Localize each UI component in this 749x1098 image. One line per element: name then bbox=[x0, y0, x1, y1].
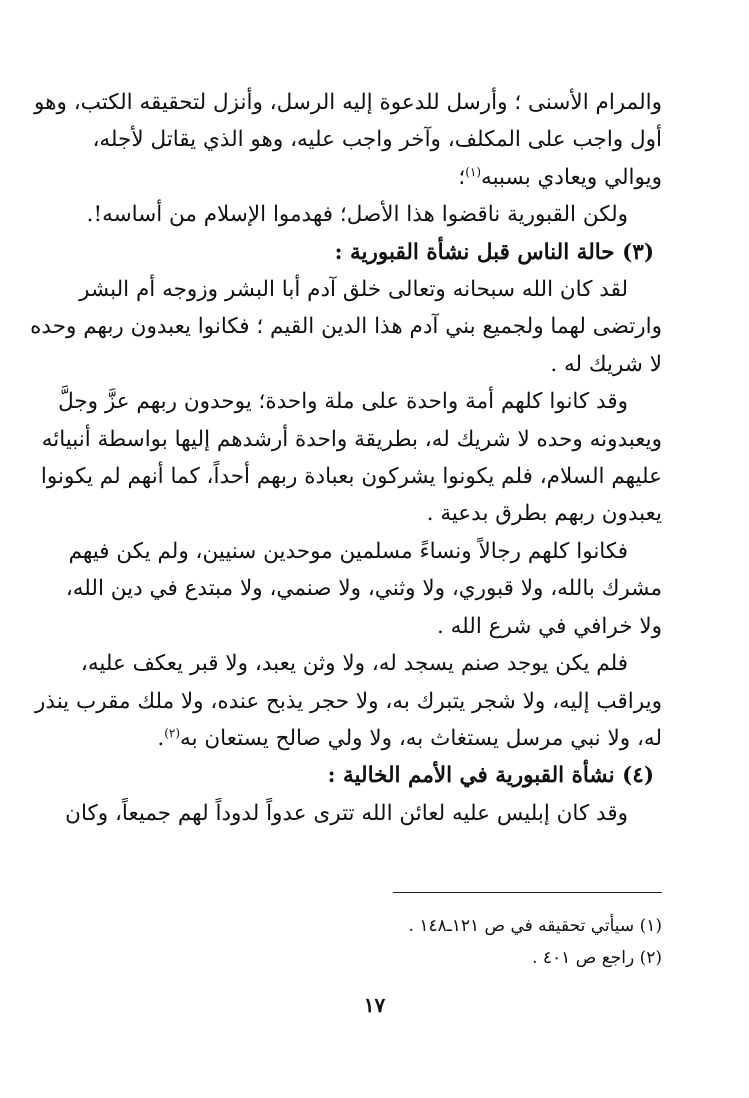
text-line: وقد كان إبليس عليه لعائن الله تترى عدواً لدوداً لهم جميعاً، وكان bbox=[65, 800, 628, 826]
text-line: لقد كان الله سبحانه وتعالى خلق آدم أبا البشر وزوجه أم البشر bbox=[79, 277, 628, 303]
footnote-1: (١) سيأتي تحقيقه في ص ١٢١ـ١٤٨ . bbox=[408, 916, 662, 936]
text-line-content: ويوالي ويعادي بسببه bbox=[481, 164, 662, 190]
text-line bbox=[96, 159, 662, 196]
text-line: وقد كانوا كلهم أمة واحدة على ملة واحدة؛ يوحدون ربهم عزَّ وجلَّ bbox=[58, 389, 628, 415]
footnote-ref-2: (٢) bbox=[164, 725, 181, 740]
footnote-ref-1-tail: ؛ bbox=[458, 164, 466, 190]
text-line: مشرك بالله، ولا قبوري، ولا وثني، ولا صنمي، ولا مبتدع في دين الله، bbox=[65, 576, 662, 602]
footnote-ref-2-tail: . bbox=[157, 725, 165, 751]
text-line: ولا خرافي في شرع الله . bbox=[436, 613, 662, 639]
text-line: ويعبدونه وحده لا شريك له، بطريقة واحدة أرشدهم إليها بواسطة أنبيائه bbox=[41, 426, 662, 452]
text-line: عليهم السلام، فلم يكونوا يشركون بعبادة ربهم أحداً، كما أنهم لم يكونوا bbox=[40, 464, 662, 490]
page-number: ١٧ bbox=[363, 993, 386, 1017]
text-line: يعبدون ربهم بطرق بدعية . bbox=[426, 501, 662, 527]
section-heading-4: (٤) نشأة القبورية في الأمم الخالية : bbox=[327, 763, 654, 789]
text-line-content: له، ولا نبي مرسل يستغاث به، ولا ولي صالح يستعان به bbox=[180, 725, 662, 751]
text-line: لا شريك له . bbox=[550, 351, 662, 377]
text-line bbox=[96, 720, 662, 757]
text-line: فلم يكن يوجد صنم يسجد له، ولا وثن يعبد، ولا قبر يعكف عليه، bbox=[80, 651, 628, 677]
footnote-ref-1: (١) bbox=[465, 164, 482, 179]
section-heading-3: (٣) حالة الناس قبل نشأة القبورية : bbox=[334, 239, 654, 265]
text-line: أول واجب على المكلف، وآخر واجب عليه، وهو الذي يقاتل لأجله، bbox=[92, 127, 662, 153]
text-line: ويراقب إليه، ولا شجر يتبرك به، ولا حجر يذبح عنده، ولا ملك مقرب ينذر bbox=[35, 688, 662, 714]
footnote-divider bbox=[393, 892, 662, 893]
footnote-2: (٢) راجع ص ٤٠١ . bbox=[532, 948, 662, 968]
text-line: وارتضى لهما ولجميع بني آدم هذا الدين القيم ؛ فكانوا يعبدون ربهم وحده bbox=[30, 314, 662, 340]
text-line: ولكن القبورية ناقضوا هذا الأصل؛ فهدموا الإسلام من أساسه!. bbox=[86, 202, 628, 228]
text-line: فكانوا كلهم رجالاً ونساءً مسلمين موحدين سنيين، ولم يكن فيهم bbox=[68, 538, 628, 564]
footnotes bbox=[96, 910, 662, 974]
text-line: والمرام الأسنى ؛ وأرسل للدعوة إليه الرسل، وأنزل لتحقيقه الكتب، وهو bbox=[34, 90, 662, 115]
main-text bbox=[30, 84, 662, 832]
